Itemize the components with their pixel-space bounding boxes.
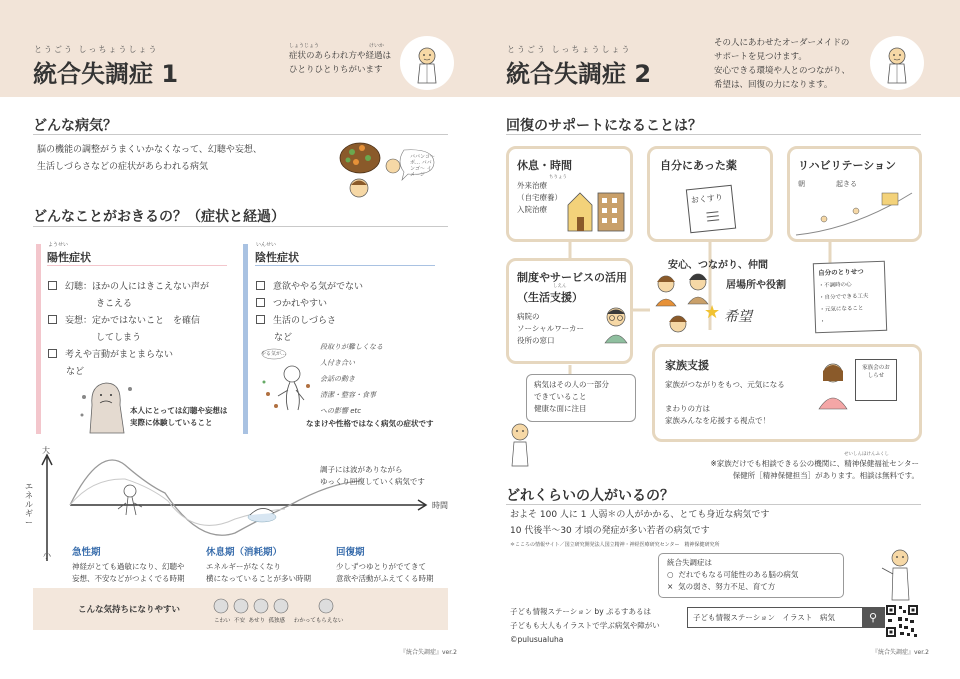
medicine-bag-illustration bbox=[686, 185, 736, 234]
connection-line1: 安心、つながり、仲間 bbox=[668, 260, 768, 271]
buildings-illustration bbox=[566, 185, 628, 239]
card-rest-text: 外来治療 （自宅療養） 入院治療 bbox=[517, 181, 562, 214]
feelings-label: こんな気持ちになりやすい bbox=[78, 605, 181, 615]
title-reading: とうごう しっちょうしょう bbox=[34, 45, 159, 54]
checkbox-icon bbox=[256, 315, 265, 324]
header-description: 症状のあらわれ方や経過は ひとりひとりちがいます bbox=[289, 51, 392, 75]
phase-rest-title: 休息期（消耗期） bbox=[206, 547, 283, 558]
page1-header bbox=[0, 0, 480, 97]
negative-bar bbox=[243, 244, 248, 434]
card-family-text: 家族がつながりをもつ、元気になる まわりの方は 家族みんなを応援する視点で！ bbox=[665, 380, 785, 425]
divider bbox=[506, 504, 921, 505]
rehab-word-morning: 朝 bbox=[798, 180, 805, 188]
card-services-ruby: しえん bbox=[553, 284, 567, 289]
card-rest bbox=[506, 146, 633, 242]
family-illustration bbox=[813, 359, 853, 423]
search-box[interactable] bbox=[687, 607, 885, 628]
page1-footer: 『統合失調症』ver.2 bbox=[400, 649, 457, 656]
card-services-subtitle: （生活支援） bbox=[517, 291, 583, 304]
section-prevalence: どれくらいの人がいるの？ bbox=[506, 488, 674, 504]
positive-bar bbox=[36, 244, 41, 434]
negative-item-1: 意欲ややる気がでない bbox=[256, 279, 363, 296]
section-support: 回復のサポートになることは？ bbox=[506, 118, 702, 134]
stairs-illustration bbox=[794, 189, 914, 241]
card-rest-title: 休息・時間 bbox=[517, 159, 572, 172]
section-what-happens: どんなことがおきるの？（症状と経過） bbox=[33, 209, 285, 225]
summary-box bbox=[658, 553, 844, 598]
positive-item-1: 幻聴：ほかの人にはきこえない声が bbox=[48, 279, 209, 296]
negative-underline bbox=[255, 265, 435, 266]
graph-x-axis-label: 時間 bbox=[432, 501, 448, 510]
search-query: 子ども情報ステーション イラスト 病気 bbox=[693, 613, 835, 622]
doctor-pointing-illustration bbox=[878, 546, 918, 606]
self-manual-note bbox=[813, 261, 887, 333]
hope-text: 希望 bbox=[724, 309, 752, 325]
checkbox-icon bbox=[48, 315, 57, 324]
tired-bubble-text: やる気が… bbox=[261, 351, 287, 357]
positive-title: 陽性症状 bbox=[47, 251, 91, 264]
page-title: 統合失調症 2 bbox=[506, 60, 652, 88]
phase-recovery-title: 回復期 bbox=[336, 547, 365, 558]
rehab-word-wakeup: 起きる bbox=[836, 180, 857, 188]
strength-bubble-text: 病気はその人の一部分 できていること 健康な面に注目 bbox=[534, 380, 609, 413]
desc-ruby: しょうじょう けいか bbox=[289, 43, 385, 49]
phase-rest-text: エネルギーがなくなり 横になっていることが多い時期 bbox=[206, 562, 311, 583]
phase-acute-title: 急性期 bbox=[72, 547, 101, 558]
divider bbox=[33, 226, 448, 227]
card-rest-ruby: ちりょう bbox=[549, 175, 567, 180]
guide-character-illustration bbox=[504, 418, 540, 472]
qr-code-icon[interactable] bbox=[885, 604, 919, 638]
page2-footer: 『統合失調症』ver.2 bbox=[872, 649, 929, 656]
positive-item-2: 妄想：定かではないこと を確信 bbox=[48, 313, 209, 330]
brain-illustration bbox=[338, 140, 438, 200]
card-family bbox=[652, 344, 922, 442]
title-reading: とうごう しっちょうしょう bbox=[507, 45, 632, 54]
section-what-disease: どんな病気？ bbox=[33, 118, 117, 134]
card-services bbox=[506, 258, 633, 364]
negative-caption: なまけや性格ではなく病気の症状です bbox=[306, 419, 434, 428]
card-rehab-title: リハビリテーション bbox=[798, 159, 897, 172]
header-description: その人にあわせたオーダーメイドの サポートを見つけます。 安心できる環境や人とのつながり、 希望は、回復の力になります。 bbox=[714, 38, 851, 90]
divider bbox=[33, 134, 448, 135]
card-rehabilitation bbox=[787, 146, 922, 242]
brain-bubble-text: ババンコ～ボ… ババンゴ～ イメージ bbox=[410, 154, 436, 178]
consultation-note: せいしんほけんふくし ※家族だけでも相談できる公の機関に、精神保健福祉センター 保健所［精神保健担当］があります。相談は無料です。 bbox=[710, 452, 919, 480]
checkbox-icon bbox=[256, 298, 265, 307]
search-icon[interactable]: ⚲ bbox=[862, 608, 884, 627]
summary-text: 統合失調症は ○ だれでもなる可能性のある脳の病気 × 気の弱さ、努力不足、育て方 bbox=[667, 558, 799, 591]
phase-recovery-text: 少しずつゆとりがでてきて 意欲や活動がふえてくる時期 bbox=[336, 562, 434, 583]
positive-underline bbox=[47, 265, 227, 266]
checkbox-icon bbox=[256, 281, 265, 290]
negative-title: 陰性症状 bbox=[255, 251, 299, 264]
card-medicine-title: 自分にあった薬 bbox=[660, 159, 737, 172]
positive-caption: 本人にとっては幻聴や妄想は 実際に体験していること bbox=[130, 406, 228, 427]
positive-item-3: 考えや言動がまとまらない bbox=[48, 347, 209, 364]
cross-mark-icon: × bbox=[667, 582, 674, 591]
page-title: 統合失調症 1 bbox=[33, 60, 179, 88]
self-manual-items: ・不調時の心 ・自分でできる工夫 ・元気になること ・ bbox=[818, 281, 869, 326]
positive-list: 幻聴：ほかの人にはきこえない声が きこえる 妄想：定かではないこと を確信 してしまう 考えや言動がまとまらない など bbox=[48, 279, 209, 381]
graph-y-axis-label: エネルギー bbox=[25, 482, 33, 527]
negative-item-3: 生活のしづらさ bbox=[256, 313, 363, 330]
card-family-title: 家族支援 bbox=[665, 359, 709, 372]
card-services-text: 病院の ソーシャルワーカー 役所の窓口 bbox=[517, 312, 585, 345]
connection-line2: 居場所や役割 bbox=[726, 280, 786, 291]
doctor-illustration bbox=[400, 36, 454, 90]
family-group-notice: 家族会のおしらせ bbox=[855, 359, 897, 401]
tired-person-illustration bbox=[258, 346, 318, 420]
medicine-lines-icon bbox=[706, 211, 718, 213]
feeling-words: こわい 不安 あせり 孤独感 わかってもらえない bbox=[214, 618, 344, 624]
graph-y-bottom-label: 小 bbox=[43, 551, 51, 560]
negative-item-2: つかれやすい bbox=[256, 296, 363, 313]
negative-ruby: いんせい bbox=[256, 242, 277, 248]
graph-y-top-label: 大 bbox=[42, 446, 50, 455]
negative-list: 意欲ややる気がでない つかれやすい 生活のしづらさ など bbox=[256, 279, 363, 347]
graph-note: 調子には波がありながら ゆっくり回復していく病気です bbox=[320, 465, 425, 486]
phase-acute-text: 神経がとても過敏になり、幻聴や 妄想、不安などがつよくでる時期 bbox=[72, 562, 185, 583]
card-medicine bbox=[647, 146, 773, 242]
checkbox-icon bbox=[48, 349, 57, 358]
medicine-bag-label: おくすり bbox=[690, 192, 724, 206]
worried-person-illustration bbox=[78, 375, 138, 441]
prevalence-source: ＊こころの情報サイト／国立研究開発法人国立精神・神経医療研究センター 精神保健研究所 bbox=[510, 542, 720, 548]
positive-ruby: ようせい bbox=[48, 242, 69, 248]
negative-handwritten-notes: 段取りが難しくなる 人付き合い 会話の動き 清潔・整容・食事 への影響 etc bbox=[320, 343, 383, 415]
social-worker-illustration bbox=[601, 305, 631, 349]
card-services-title: 制度やサービスの活用 bbox=[517, 271, 627, 284]
star-icon: ★ bbox=[704, 302, 721, 323]
disease-description: 脳の機能の調整がうまくいかなくなって、幻聴や妄想、 生活しづらさなどの症状があらわれる病気 bbox=[37, 145, 262, 172]
credits: 子ども情報ステーション by ぷるすあるは 子どもも大人もイラストで学ぶ病気や障がい ©pulusualuha bbox=[510, 607, 660, 644]
checkbox-icon bbox=[48, 281, 57, 290]
prevalence-text: およそ 100 人に 1 人弱＊の人がかかる、とても身近な病気です 10 代後半～30 才頃の発症が多い若者の病気です bbox=[510, 510, 770, 536]
strength-bubble bbox=[526, 374, 636, 422]
self-manual-title: 自分のとりせつ bbox=[818, 267, 864, 278]
page-2 bbox=[480, 0, 960, 679]
circle-mark-icon: ○ bbox=[667, 570, 674, 579]
